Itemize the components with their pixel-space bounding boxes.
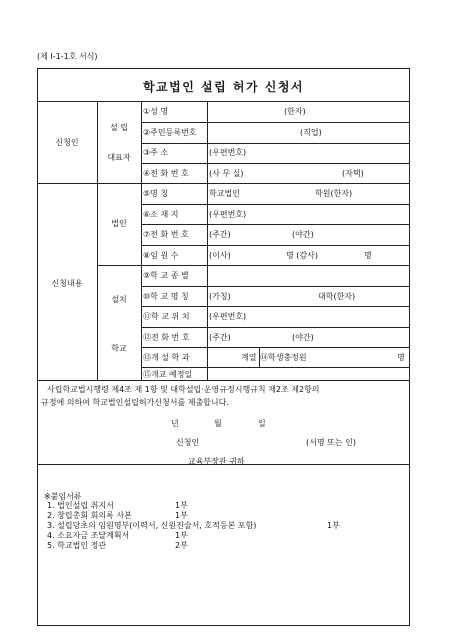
table-bottom-line (37, 380, 410, 381)
row-divider (141, 367, 410, 368)
recipient: 교육부장관 귀하 (188, 457, 245, 466)
field-officers: ⑧임 원 수 (143, 251, 179, 260)
field-value-student-unit: 명 (397, 353, 405, 362)
field-value-track[interactable]: 계열 (241, 353, 257, 362)
attachments-heading: ※붙임서류 (44, 492, 82, 501)
row-divider (141, 306, 410, 307)
title-divider (37, 101, 410, 102)
row-divider (141, 143, 410, 144)
row-divider (141, 224, 410, 225)
field-corp-location: ⑥소 재 지 (143, 210, 179, 219)
column-divider (141, 101, 142, 380)
date-day[interactable]: 일 (258, 419, 266, 428)
column-divider (97, 101, 98, 380)
date-month[interactable]: 월 (214, 419, 222, 428)
field-value-corp-hanja[interactable]: 학원(한자) (315, 189, 353, 198)
declaration-line-1: 사립학교법시행령 제4조 제 1항 및 대학설립·운영규정시행규칙 제2조 제2항의 (47, 385, 320, 394)
field-phone: ④전 화 번 호 (143, 169, 189, 178)
applicant-section-label: 신청인 (55, 138, 79, 147)
field-value-home[interactable]: (자택) (342, 169, 364, 178)
attachment-count: 1부 (175, 501, 188, 510)
column-divider (207, 101, 208, 380)
attachment-item: 5. 학교법인 정관 (47, 541, 107, 550)
establish-label: 설치 (111, 295, 127, 304)
row-divider (141, 163, 410, 164)
attachment-count: 1부 (175, 531, 188, 540)
field-school-location: ⑪학 교 위 치 (143, 312, 190, 321)
row-divider (141, 347, 410, 348)
field-value-count-unit: 명 (364, 251, 372, 260)
field-value-office[interactable]: (사 무 실) (209, 169, 244, 178)
field-total-students: ⑭학생충정원 (260, 353, 307, 362)
field-address: ③주 소 (143, 148, 169, 157)
date-year[interactable]: 년 (171, 419, 179, 428)
field-value-corp-prefix[interactable]: 학교법인 (209, 189, 240, 198)
page-title: 학교법인 설립 허가 신청서 (142, 80, 305, 94)
attachment-count: 1부 (327, 521, 340, 530)
row-divider (141, 327, 410, 328)
field-corp-name: ⑤명 칭 (143, 189, 169, 198)
field-value-school-day[interactable]: (주간) (209, 333, 231, 342)
representative-label: 대표자 (107, 153, 131, 162)
applicant-signature-label: 신청인 (176, 438, 200, 447)
attachment-count: 1부 (175, 511, 188, 520)
field-resident-number: ②주민등록번호 (143, 128, 197, 137)
field-school-name: ⑩학 교 명 칭 (143, 292, 189, 301)
field-value-corp-night[interactable]: (야간) (292, 230, 314, 239)
attachment-item: 3. 설립당초의 임원명부(이력서, 신원진술서, 호적등본 포함) (47, 521, 257, 530)
field-school-phone: ⑫전 화 번 호 (143, 333, 190, 342)
founder-label: 설 립 (110, 123, 128, 132)
row-divider (141, 204, 410, 205)
corp-school-divider (97, 265, 410, 266)
field-value-school-zipcode[interactable]: (우편번호) (209, 312, 247, 321)
declaration-line-2: 규정에 의하여 학교법인설립허가신청서를 제출합니다. (41, 398, 229, 407)
field-value-hanja[interactable]: (한자) (284, 107, 306, 116)
field-name: ①성 명 (143, 107, 169, 116)
signature-field[interactable]: (서명 또는 인) (306, 438, 356, 447)
field-value-corp-zipcode[interactable]: (우편번호) (209, 210, 247, 219)
attachment-item: 2. 창립총회 회의록 사본 (47, 511, 132, 520)
field-value-directors[interactable]: (이사) (209, 251, 231, 260)
field-opening-date: ⑮개교 예정일 (143, 370, 193, 379)
field-value-school-night[interactable]: (야간) (292, 333, 314, 342)
form-number: (제 I-1-1호 서식) (37, 52, 98, 61)
row-divider (141, 286, 410, 287)
school-label: 학교 (111, 344, 127, 353)
attachment-item: 4. 소요자금 조달계획서 (47, 531, 130, 540)
field-value-tentative-name[interactable]: (가칭) (209, 292, 231, 301)
section-divider (37, 183, 410, 184)
row-divider (141, 245, 410, 246)
attachment-item: 1. 법인설립 취지서 (47, 501, 114, 510)
field-value-zipcode[interactable]: (우편번호) (209, 148, 247, 157)
corporation-label: 법인 (111, 219, 127, 228)
field-value-university-hanja[interactable]: 대학(한자) (318, 292, 356, 301)
field-value-auditors[interactable]: 명 (감사) (286, 251, 318, 260)
field-value-corp-day[interactable]: (주간) (209, 230, 231, 239)
field-school-type: ⑨학 교 종 별 (143, 271, 189, 280)
field-departments: ⑬개 설 학 과 (143, 353, 190, 362)
field-value-occupation[interactable]: (직업) (300, 128, 322, 137)
field-corp-phone: ⑦전 화 번 호 (143, 230, 189, 239)
application-section-label: 신청내용 (51, 279, 83, 288)
attachment-count: 2부 (175, 541, 188, 550)
row-divider (141, 122, 410, 123)
